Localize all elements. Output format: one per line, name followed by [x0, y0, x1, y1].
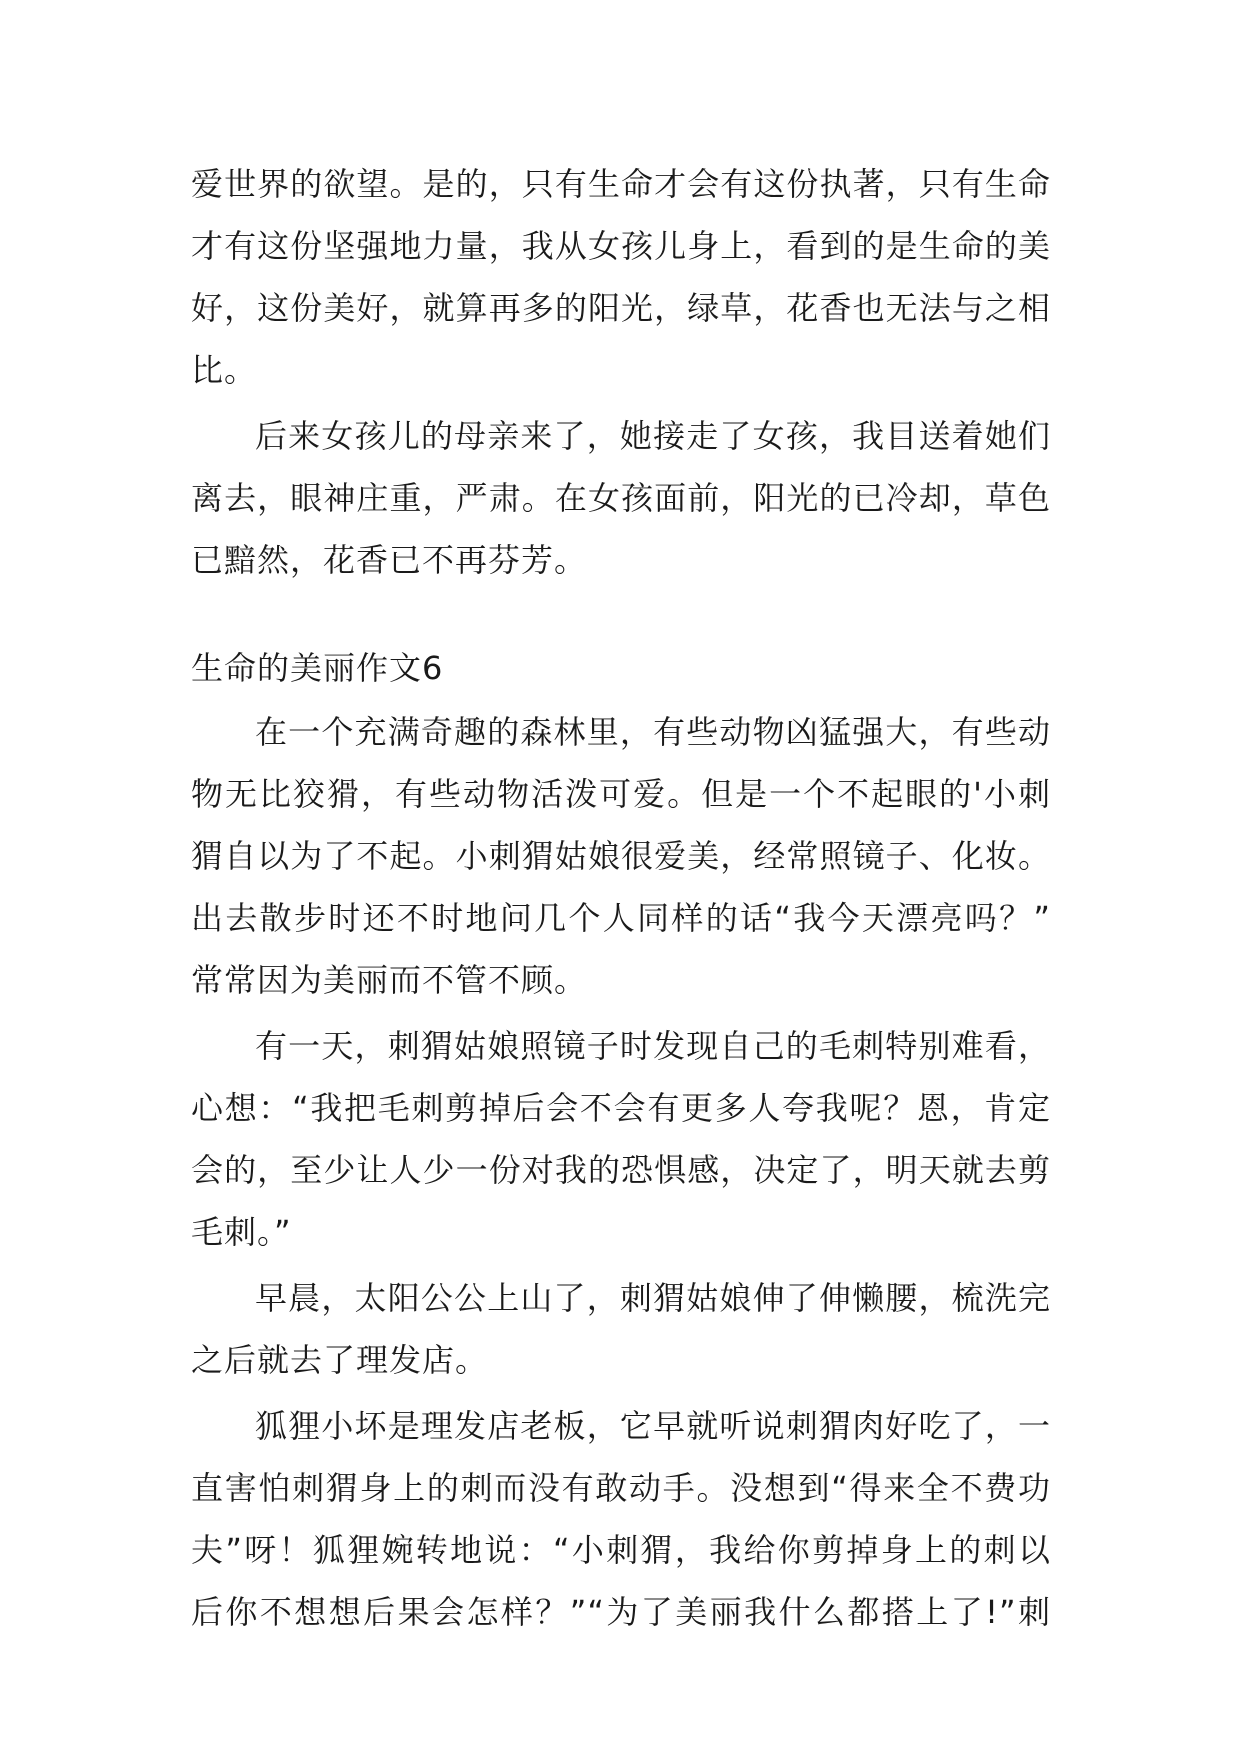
- text-line: 夫”呀！狐狸婉转地说：“小刺猬，我给你剪掉身上的刺以: [191, 1531, 1051, 1569]
- text-line: 猬自以为了不起。小刺猬姑娘很爱美，经常照镜子、化妆。: [191, 837, 1051, 875]
- text-line: 心想：“我把毛刺剪掉后会不会有更多人夸我呢？恩，肯定: [191, 1089, 1051, 1127]
- text-line: 后你不想想后果会怎样？”“为了美丽我什么都搭上了!”刺: [191, 1593, 1051, 1631]
- text-line: 好，这份美好，就算再多的阳光，绿草，花香也无法与之相: [191, 289, 1051, 327]
- text-line: 比。: [191, 351, 258, 389]
- text-line: 会的，至少让人少一份对我的恐惧感，决定了，明天就去剪: [191, 1151, 1051, 1189]
- text-line: 才有这份坚强地力量，我从女孩儿身上，看到的是生命的美: [191, 227, 1051, 265]
- text-line: 爱世界的欲望。是的，只有生命才会有这份执著，只有生命: [191, 165, 1051, 203]
- text-line: 出去散步时还不时地问几个人同样的话“我今天漂亮吗？”: [191, 899, 1051, 937]
- text-line: 离去，眼神庄重，严肃。在女孩面前，阳光的已冷却，草色: [191, 479, 1051, 517]
- text-line: 毛刺。”: [191, 1213, 292, 1251]
- paragraph-first-line: 狐狸小坏是理发店老板，它早就听说刺猬肉好吃了，一: [255, 1407, 1051, 1445]
- paragraph-first-line: 后来女孩儿的母亲来了，她接走了女孩，我目送着她们: [255, 417, 1051, 455]
- paragraph-first-line: 早晨，太阳公公上山了，刺猬姑娘伸了伸懒腰，梳洗完: [255, 1279, 1051, 1317]
- text-line: 物无比狡猾，有些动物活泼可爱。但是一个不起眼的'小刺: [191, 775, 1051, 813]
- section-heading: 生命的美丽作文6: [191, 649, 444, 687]
- paragraph-first-line: 在一个充满奇趣的森林里，有些动物凶猛强大，有些动: [255, 713, 1051, 751]
- paragraph-first-line: 有一天，刺猬姑娘照镜子时发现自己的毛刺特别难看，: [255, 1027, 1051, 1065]
- text-line: 常常因为美丽而不管不顾。: [191, 961, 588, 999]
- text-line: 之后就去了理发店。: [191, 1341, 489, 1379]
- text-line: 直害怕刺猬身上的刺而没有敢动手。没想到“得来全不费功: [191, 1469, 1051, 1507]
- text-line: 已黯然，花香已不再芬芳。: [191, 541, 588, 579]
